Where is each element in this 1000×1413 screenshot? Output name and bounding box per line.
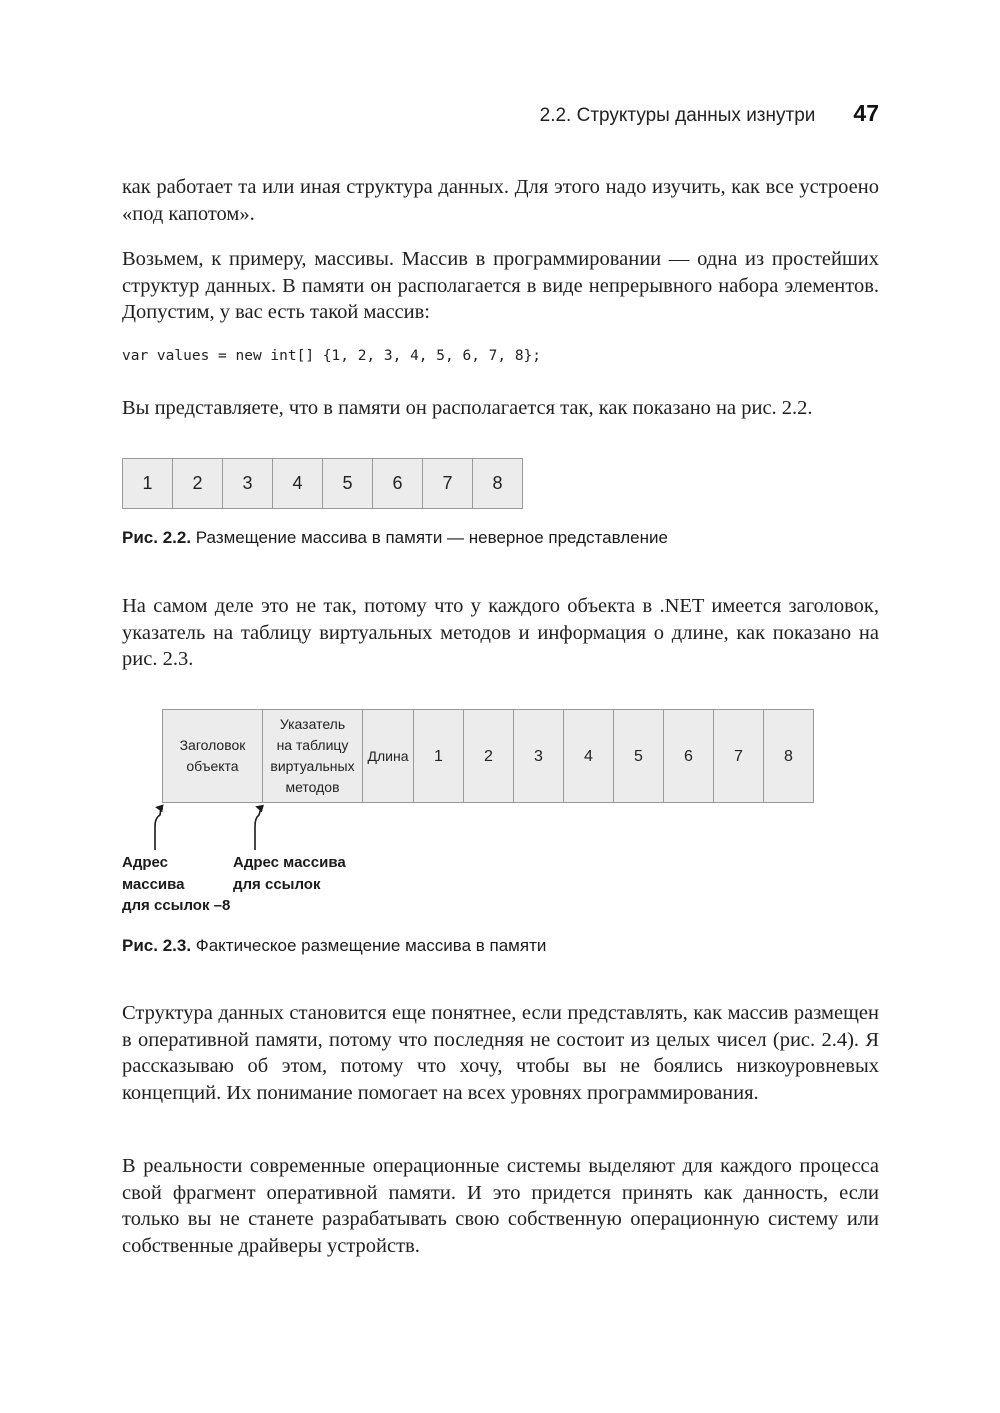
figure-2-2-caption-text: Размещение массива в памяти — неверное представление xyxy=(195,528,668,547)
figure-2-3-caption-label: Рис. 2.3. xyxy=(122,936,192,955)
array-cell: 2 xyxy=(463,709,514,803)
arrow-right-icon xyxy=(255,808,261,850)
paragraph-4: На самом деле это не так, потому что у каждого объекта в .NET имеется заголовок, указатель на таблицу виртуальных методов и информация о длине, как показано на рис. 2.3. xyxy=(122,595,879,670)
object-header-cell: Заголовок объекта xyxy=(162,709,263,803)
array-cell: 3 xyxy=(513,709,564,803)
figure-2-3-caption xyxy=(122,936,546,956)
page-number: 47 xyxy=(853,100,879,126)
paragraph-5: Структура данных становится еще понятнее, если представлять, как массив размещен в оперативной памяти, потому что последняя не состоит из целых чисел (рис. 2.4). Я рассказываю об этом, потому что хочу, чтобы вы не боялись низкоуровневых концепций. Их понимание помогает на всех уровнях программирования. xyxy=(122,1002,879,1104)
array-cell: 7 xyxy=(422,458,473,509)
address-label: Адрес массива для ссылок xyxy=(233,854,346,893)
array-cell: 7 xyxy=(713,709,764,803)
paragraph-2: Возьмем, к примеру, массивы. Массив в программировании — одна из простейших структур данных. В памяти он располагается в виде непрерывного набора элементов. Допустим, у вас есть такой массив: xyxy=(122,248,879,323)
vtable-pointer-cell: Указатель на таблицу виртуальных методов xyxy=(262,709,363,803)
paragraph-1: как работает та или иная структура данных. Для этого надо изучить, как все устроено «под капотом». xyxy=(122,176,879,225)
paragraph-6: В реальности современные операционные системы выделяют для каждого процесса свой фрагмент оперативной памяти. И это придется принять как данность, если только вы не станете разрабатывать свою собственную операционную систему или собственные драйверы устройств. xyxy=(122,1155,879,1257)
address-label-minus-8: Адрес массива для ссылок –8 xyxy=(122,854,231,914)
length-cell: Длина xyxy=(362,709,414,803)
array-cell: 8 xyxy=(763,709,814,803)
array-cell: 4 xyxy=(563,709,614,803)
array-cell: 8 xyxy=(472,458,523,509)
array-cell: 5 xyxy=(613,709,664,803)
figure-2-2-caption-label: Рис. 2.2. xyxy=(122,528,192,547)
array-cell: 6 xyxy=(372,458,423,509)
section-title: 2.2. Структуры данных изнутри xyxy=(539,105,816,126)
array-cell: 1 xyxy=(122,458,173,509)
array-cell: 3 xyxy=(222,458,273,509)
paragraph-3: Вы представляете, что в памяти он располагается так, как показано на рис. 2.2. xyxy=(122,397,813,419)
array-cell: 5 xyxy=(322,458,373,509)
array-cell: 2 xyxy=(172,458,223,509)
array-cell: 6 xyxy=(663,709,714,803)
arrow-left-icon xyxy=(155,808,161,850)
array-cell: 1 xyxy=(413,709,464,803)
code-sample: var values = new int[] {1, 2, 3, 4, 5, 6, 7, 8}; xyxy=(122,348,542,364)
figure-2-3-caption-text: Фактическое размещение массива в памяти xyxy=(195,936,547,955)
array-cell: 4 xyxy=(272,458,323,509)
